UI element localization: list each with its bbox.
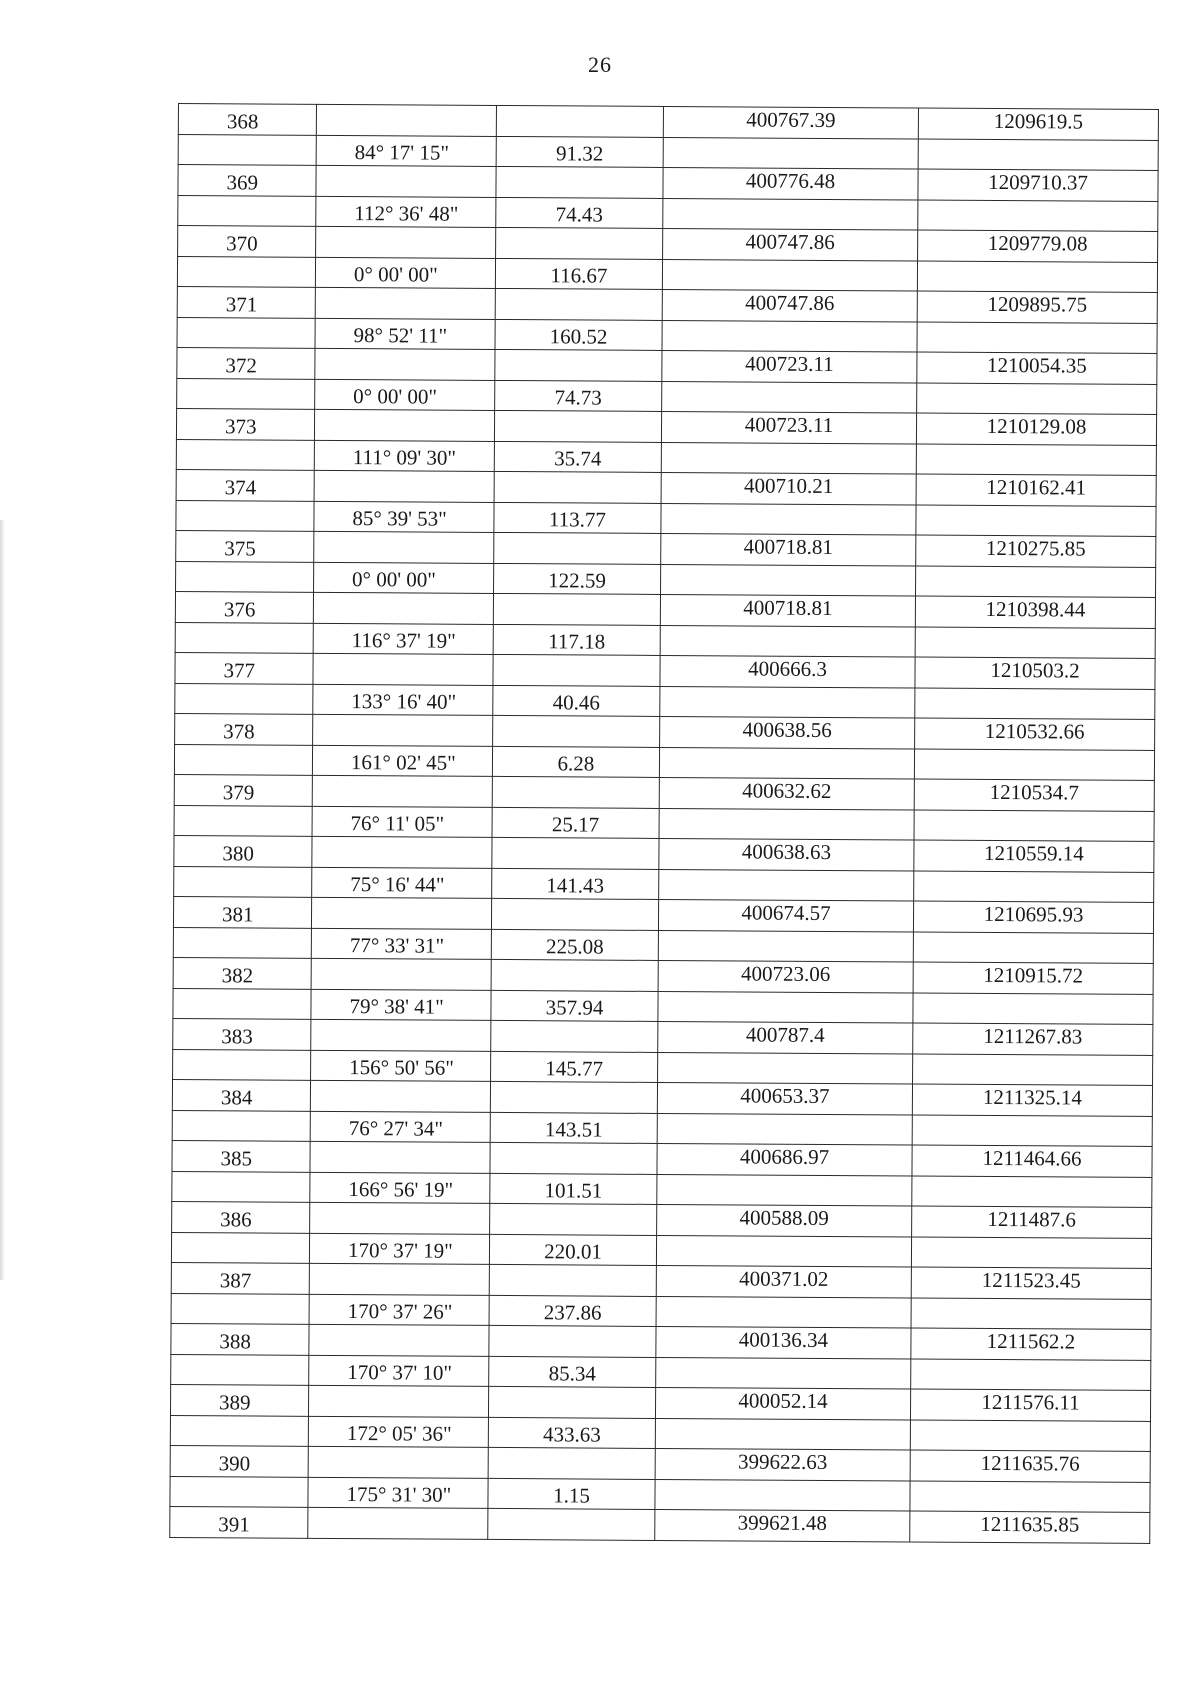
empty-bearing-cell [312,775,492,807]
empty-point-cell [174,866,312,897]
point-id: 381 [173,896,311,927]
x-coordinate: 400638.63 [659,838,914,870]
empty-x-cell [662,320,917,352]
empty-y-cell [910,1419,1150,1451]
empty-x-cell [655,1418,910,1450]
empty-bearing-cell [316,104,496,136]
empty-bearing-cell [313,653,493,685]
x-coordinate: 400052.14 [655,1387,910,1419]
point-id: 378 [175,713,313,744]
empty-y-cell [910,1480,1150,1512]
empty-bearing-cell [310,1141,490,1173]
empty-y-cell [917,261,1157,293]
distance: 145.77 [491,1051,658,1083]
empty-y-cell [914,749,1154,781]
bearing: 172° 05' 36" [308,1416,488,1448]
point-id: 368 [178,104,316,135]
empty-distance-cell [496,166,663,198]
empty-x-cell [659,808,914,840]
y-coordinate: 1209619.5 [918,108,1158,140]
empty-y-cell [915,627,1155,659]
distance: 25.17 [492,807,659,839]
x-coordinate: 400747.86 [663,228,918,260]
y-coordinate: 1211635.85 [910,1511,1150,1543]
empty-x-cell [656,1357,911,1389]
bearing: 98° 52' 11" [315,318,495,350]
empty-point-cell [173,927,311,958]
empty-distance-cell [490,1142,657,1174]
empty-x-cell [659,747,914,779]
empty-point-cell [177,378,315,409]
y-coordinate: 1211325.14 [912,1084,1152,1116]
empty-y-cell [912,1115,1152,1147]
distance: 220.01 [489,1234,656,1266]
x-coordinate: 400723.11 [661,411,916,443]
empty-point-cell [172,1110,310,1141]
empty-y-cell [915,688,1155,720]
empty-distance-cell [492,837,659,869]
empty-x-cell [661,442,916,474]
point-id: 385 [172,1140,310,1171]
bearing: 84° 17' 15" [316,135,496,167]
empty-x-cell [662,381,917,413]
empty-bearing-cell [313,714,493,746]
empty-bearing-cell [311,897,491,929]
empty-distance-cell [491,1020,658,1052]
point-id: 383 [173,1018,311,1049]
empty-bearing-cell [309,1324,489,1356]
y-coordinate: 1211464.66 [912,1145,1152,1177]
x-coordinate: 400666.3 [660,655,915,687]
y-coordinate: 1210162.41 [916,474,1156,506]
distance: 160.52 [495,319,662,351]
empty-y-cell [914,810,1154,842]
empty-point-cell [177,256,315,287]
empty-distance-cell [489,1325,656,1357]
point-id: 389 [170,1384,308,1415]
empty-x-cell [658,991,913,1023]
empty-x-cell [657,1113,912,1145]
x-coordinate: 400718.81 [660,594,915,626]
empty-distance-cell [491,959,658,991]
empty-x-cell [660,625,915,657]
empty-point-cell [170,1476,308,1507]
point-id: 376 [175,591,313,622]
empty-y-cell [916,444,1156,476]
coordinate-table [169,103,1159,1543]
empty-y-cell [916,505,1156,537]
distance: 91.32 [496,136,663,168]
distance: 237.86 [489,1295,656,1327]
x-coordinate: 400588.09 [657,1204,912,1236]
point-id: 375 [176,530,314,561]
distance: 141.43 [492,868,659,900]
empty-bearing-cell [308,1385,488,1417]
point-id: 372 [177,347,315,378]
x-coordinate: 400653.37 [657,1082,912,1114]
empty-distance-cell [495,349,662,381]
x-coordinate: 400787.4 [658,1021,913,1053]
empty-y-cell [913,932,1153,964]
distance: 74.43 [496,197,663,229]
x-coordinate: 400776.48 [663,167,918,199]
empty-distance-cell [494,471,661,503]
distance: 357.94 [491,990,658,1022]
empty-y-cell [917,383,1157,415]
distance: 74.73 [495,380,662,412]
distance: 117.18 [493,624,660,656]
bearing: 175° 31' 30" [308,1477,488,1509]
y-coordinate: 1210532.66 [915,718,1155,750]
y-coordinate: 1209710.37 [918,169,1158,201]
x-coordinate: 400747.86 [662,289,917,321]
bearing: 156° 50' 56" [311,1050,491,1082]
empty-y-cell [911,1359,1151,1391]
point-id: 369 [178,165,316,196]
empty-point-cell [173,1049,311,1080]
empty-bearing-cell [310,1202,490,1234]
bearing: 161° 02' 45" [312,745,492,777]
empty-bearing-cell [314,470,494,502]
point-row [170,1506,1150,1542]
x-coordinate: 399622.63 [655,1448,910,1480]
point-id: 377 [175,652,313,683]
empty-x-cell [663,137,918,169]
page-number: 26 [588,52,612,77]
empty-x-cell [656,1296,911,1328]
point-id: 373 [176,408,314,439]
bearing: 79° 38' 41" [311,989,491,1021]
empty-x-cell [661,503,916,535]
empty-bearing-cell [315,287,495,319]
empty-point-cell [171,1293,309,1324]
bearing: 85° 39' 53" [314,501,494,533]
distance: 143.51 [490,1112,657,1144]
empty-y-cell [914,871,1154,903]
empty-distance-cell [490,1203,657,1235]
y-coordinate: 1209779.08 [918,230,1158,262]
point-id: 380 [174,835,312,866]
empty-y-cell [912,1176,1152,1208]
y-coordinate: 1210275.85 [916,535,1156,567]
bearing: 133° 16' 40" [313,684,493,716]
empty-bearing-cell [314,531,494,563]
distance: 101.51 [490,1173,657,1205]
empty-bearing-cell [316,165,496,197]
empty-x-cell [658,1052,913,1084]
empty-bearing-cell [311,958,491,990]
empty-x-cell [657,1174,912,1206]
y-coordinate: 1209895.75 [917,291,1157,323]
y-coordinate: 1210398.44 [915,596,1155,628]
empty-y-cell [916,566,1156,598]
empty-point-cell [178,134,316,165]
y-coordinate: 1210534.7 [914,779,1154,811]
y-coordinate: 1211267.83 [913,1023,1153,1055]
point-id: 386 [172,1201,310,1232]
y-coordinate: 1210695.93 [913,901,1153,933]
distance: 35.74 [494,441,661,473]
y-coordinate: 1211562.2 [911,1328,1151,1360]
empty-y-cell [918,139,1158,171]
empty-y-cell [913,993,1153,1025]
bearing: 75° 16' 44" [312,867,492,899]
empty-point-cell [175,622,313,653]
empty-point-cell [174,805,312,836]
empty-distance-cell [488,1447,655,1479]
x-coordinate: 400136.34 [656,1326,911,1358]
empty-y-cell [918,200,1158,232]
empty-bearing-cell [308,1446,488,1478]
bearing: 111° 09' 30" [314,440,494,472]
empty-distance-cell [492,776,659,808]
x-coordinate: 400723.06 [658,960,913,992]
empty-y-cell [911,1298,1151,1330]
distance: 116.67 [495,258,662,290]
bearing: 116° 37' 19" [313,623,493,655]
empty-distance-cell [493,715,660,747]
empty-y-cell [911,1237,1151,1269]
empty-point-cell [177,317,315,348]
point-id: 379 [174,774,312,805]
point-id: 374 [176,469,314,500]
y-coordinate: 1210915.72 [913,962,1153,994]
empty-distance-cell [494,410,661,442]
empty-distance-cell [496,105,663,137]
point-id: 387 [171,1262,309,1293]
empty-x-cell [663,198,918,230]
empty-distance-cell [496,227,663,259]
empty-point-cell [174,744,312,775]
distance: 225.08 [491,929,658,961]
x-coordinate: 400710.21 [661,472,916,504]
empty-x-cell [658,930,913,962]
bearing: 170° 37' 10" [309,1355,489,1387]
bearing: 0° 00' 00" [314,562,494,594]
x-coordinate: 400632.62 [659,777,914,809]
bearing: 170° 37' 26" [309,1294,489,1326]
bearing: 112° 36' 48" [316,196,496,228]
empty-x-cell [655,1479,910,1511]
bearing: 76° 11' 05" [312,806,492,838]
empty-point-cell [171,1354,309,1385]
x-coordinate: 400718.81 [661,533,916,565]
point-id: 390 [170,1445,308,1476]
y-coordinate: 1210129.08 [916,413,1156,445]
empty-y-cell [917,322,1157,354]
empty-distance-cell [491,898,658,930]
bearing: 76° 27' 34" [310,1111,490,1143]
y-coordinate: 1210559.14 [914,840,1154,872]
x-coordinate: 400767.39 [663,106,918,138]
empty-distance-cell [493,593,660,625]
x-coordinate: 400371.02 [656,1265,911,1297]
empty-point-cell [176,439,314,470]
bearing: 0° 00' 00" [315,379,495,411]
distance: 433.63 [488,1417,655,1449]
empty-bearing-cell [315,348,495,380]
empty-bearing-cell [313,592,493,624]
coordinate-table-body [170,104,1159,1543]
distance: 85.34 [489,1356,656,1388]
distance: 113.77 [494,502,661,534]
empty-bearing-cell [309,1263,489,1295]
empty-point-cell [176,500,314,531]
x-coordinate: 400638.56 [660,716,915,748]
empty-bearing-cell [311,1019,491,1051]
x-coordinate: 400686.97 [657,1143,912,1175]
empty-bearing-cell [308,1507,488,1539]
empty-bearing-cell [312,836,492,868]
empty-point-cell [176,561,314,592]
x-coordinate: 399621.48 [655,1509,910,1541]
empty-distance-cell [494,532,661,564]
empty-distance-cell [488,1508,655,1540]
distance: 1.15 [488,1478,655,1510]
empty-x-cell [656,1235,911,1267]
y-coordinate: 1210503.2 [915,657,1155,689]
empty-distance-cell [489,1264,656,1296]
empty-x-cell [661,564,916,596]
empty-y-cell [913,1054,1153,1086]
point-id: 370 [178,226,316,257]
x-coordinate: 400674.57 [658,899,913,931]
empty-point-cell [171,1232,309,1263]
scan-edge-shadow [0,520,5,1280]
empty-distance-cell [495,288,662,320]
empty-distance-cell [493,654,660,686]
distance: 40.46 [493,685,660,717]
empty-x-cell [659,869,914,901]
y-coordinate: 1211635.76 [910,1450,1150,1482]
empty-distance-cell [488,1386,655,1418]
empty-point-cell [172,1171,310,1202]
empty-distance-cell [490,1081,657,1113]
bearing: 170° 37' 19" [309,1233,489,1265]
empty-point-cell [170,1415,308,1446]
bearing: 77° 33' 31" [311,928,491,960]
point-id: 382 [173,957,311,988]
y-coordinate: 1211523.45 [911,1267,1151,1299]
empty-x-cell [660,686,915,718]
point-id: 384 [172,1079,310,1110]
bearing: 166° 56' 19" [310,1172,490,1204]
x-coordinate: 400723.11 [662,350,917,382]
empty-bearing-cell [316,226,496,258]
empty-point-cell [175,683,313,714]
y-coordinate: 1210054.35 [917,352,1157,384]
y-coordinate: 1211576.11 [910,1389,1150,1421]
distance: 6.28 [492,746,659,778]
point-id: 391 [170,1506,308,1537]
empty-point-cell [173,988,311,1019]
y-coordinate: 1211487.6 [912,1206,1152,1238]
empty-x-cell [662,259,917,291]
distance: 122.59 [494,563,661,595]
bearing: 0° 00' 00" [315,257,495,289]
point-id: 388 [171,1323,309,1354]
empty-bearing-cell [310,1080,490,1112]
point-id: 371 [177,286,315,317]
empty-bearing-cell [314,409,494,441]
empty-point-cell [178,195,316,226]
